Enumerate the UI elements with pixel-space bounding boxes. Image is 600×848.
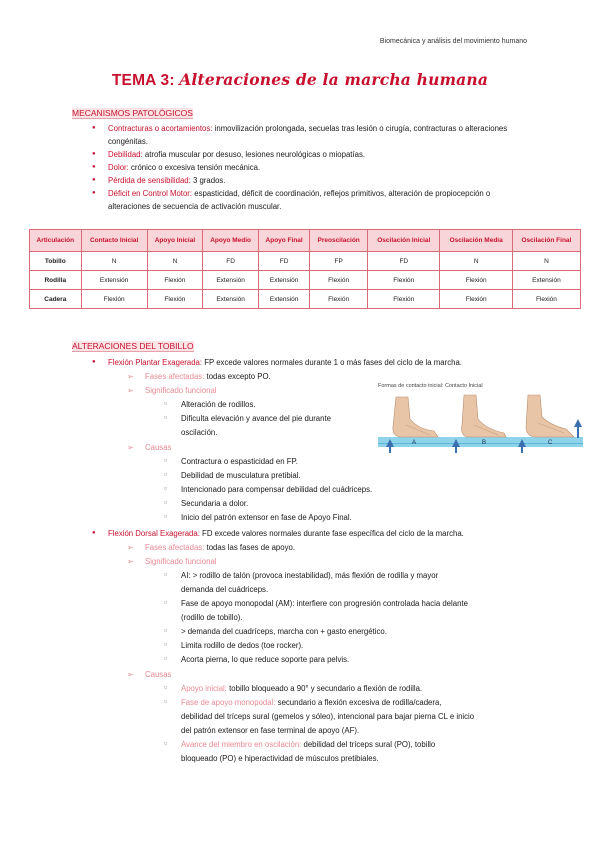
list-item: ● Contracturas o acortamientos: inmovilización prolongada, secuelas tras lesión o cirugía, contracturas o alteraciones congénitas. bbox=[92, 122, 532, 148]
list-item: ● Pérdida de sensibilidad: 3 grados. bbox=[92, 174, 532, 187]
table-header-cell: Contacto Inicial bbox=[81, 230, 147, 252]
table-header-cell: Apoyo Medio bbox=[203, 230, 259, 252]
foot-c bbox=[526, 395, 574, 437]
table-cell: FD bbox=[259, 252, 310, 271]
table-cell: Extensión bbox=[81, 271, 147, 290]
title-prefix: TEMA 3: bbox=[111, 72, 175, 89]
table-cell: N bbox=[512, 252, 580, 271]
list-item-fp: ● Flexión Plantar Exagerada: FP excede valores normales durante 1 o más fases del ciclo de la marcha. bbox=[108, 356, 548, 369]
list-item: ● Dolor: crónico o excesiva tensión mecánica. bbox=[92, 161, 532, 174]
list-item-fases: ➢ Fases afectadas: todas excepto PO. bbox=[145, 370, 271, 383]
figure-label-c: C bbox=[548, 440, 553, 446]
table-cell: Extensión bbox=[203, 290, 259, 309]
table-cell: Flexión bbox=[440, 271, 512, 290]
list-item: ▫ Fase de apoyo monopodal (AM): interfiere con progresión controlada hacia delante bbox=[181, 597, 468, 610]
table-row bbox=[30, 290, 581, 309]
table-cell: Tobillo bbox=[30, 252, 82, 271]
table-header-cell: Oscilación Media bbox=[440, 230, 512, 252]
list-item-causas: ➢ Causas bbox=[145, 668, 171, 681]
table-header-cell: Apoyo Inicial bbox=[147, 230, 202, 252]
table-cell: Flexión bbox=[512, 290, 580, 309]
list-item-continuation: bloqueado (PO) e hiperactividad de músculos pretibiales. bbox=[181, 754, 379, 763]
list-item-causas: ➢ Causas bbox=[145, 441, 171, 454]
list-item-fases: ➢ Fases afectadas: todas las fases de apoyo. bbox=[145, 541, 295, 554]
running-header: Biomecánica y análisis del movimiento humano bbox=[379, 38, 527, 45]
list-item-fd: ● Flexión Dorsal Exagerada: FD excede valores normales durante fase específica del ciclo de la marcha. bbox=[108, 527, 548, 540]
table-cell: Extensión bbox=[203, 271, 259, 290]
list-item: ▫ > demanda del cuadríceps, marcha con + gasto energético. bbox=[181, 625, 387, 638]
foot-illustration bbox=[378, 391, 583, 461]
table-cell: Flexión bbox=[440, 290, 512, 309]
list-item: ▫ Avance del miembro en oscilación: debilidad del tríceps sural (PO), tobillo bbox=[181, 738, 435, 751]
list-item-significado: ➢ Significado funcional bbox=[145, 384, 217, 397]
list-item: ▫ Fase de apoyo monopodal: secundario a flexión excesiva de rodilla/cadera, bbox=[181, 696, 442, 709]
list-item: ▫ Inicio del patrón extensor en fase de Apoyo Final. bbox=[181, 511, 352, 524]
section-heading-mecanismos: MECANISMOS PATOLÓGICOS bbox=[72, 108, 193, 118]
table-header-cell: Preoscilación bbox=[310, 230, 368, 252]
figure-caption: Formas de contacto inicial: Contacto Inicial bbox=[378, 383, 483, 389]
list-item-significado: ➢ Significado funcional bbox=[145, 555, 217, 568]
list-item-continuation: oscilación. bbox=[181, 428, 218, 437]
foot-b bbox=[462, 395, 507, 437]
table-header-cell: Oscilación Final bbox=[512, 230, 580, 252]
table-cell: N bbox=[81, 252, 147, 271]
table-row bbox=[30, 252, 581, 271]
figure-label-b: B bbox=[482, 440, 487, 446]
list-item: ▫ Contractura o espasticidad en FP. bbox=[181, 455, 298, 468]
joint-phase-table bbox=[29, 229, 581, 309]
table-cell: Flexión bbox=[310, 290, 368, 309]
title-text: Alteraciones de la marcha humana bbox=[179, 70, 489, 89]
table-cell: Flexión bbox=[147, 271, 202, 290]
table-cell: Flexión bbox=[368, 271, 440, 290]
table-cell: Flexión bbox=[368, 290, 440, 309]
list-item: ▫ Secundaria a dolor. bbox=[181, 497, 248, 510]
list-item: ▫ Debilidad de musculatura pretibial. bbox=[181, 469, 301, 482]
table-cell: FP bbox=[310, 252, 368, 271]
table-cell: Cadera bbox=[30, 290, 82, 309]
table-header-cell: Articulación bbox=[30, 230, 82, 252]
table-cell: Extensión bbox=[512, 271, 580, 290]
list-item-continuation: (rodillo de tobillo). bbox=[181, 613, 243, 622]
table-cell: Flexión bbox=[147, 290, 202, 309]
table-cell: FD bbox=[203, 252, 259, 271]
mecanismos-list bbox=[92, 122, 532, 213]
list-item: ▫ AI: > rodillo de talón (provoca inestabilidad), más flexión de rodilla y mayor bbox=[181, 569, 438, 582]
list-item: ▫ Dificulta elevación y avance del pie durante bbox=[181, 412, 331, 425]
table-header-cell: Apoyo Final bbox=[259, 230, 310, 252]
table-cell: Flexión bbox=[81, 290, 147, 309]
list-item: ▫ Acorta pierna, lo que reduce soporte para pelvis. bbox=[181, 653, 349, 666]
table-header-row bbox=[30, 230, 581, 252]
list-item-continuation: debilidad del tríceps sural (gemelos y sóleo), intencional para bajar pierna CL e inicio bbox=[181, 712, 475, 721]
table-cell: Extensión bbox=[259, 290, 310, 309]
table-row bbox=[30, 271, 581, 290]
list-item: ▫ Alteración de rodillos. bbox=[181, 398, 256, 411]
foot-contact-figure bbox=[378, 383, 583, 461]
page-title bbox=[0, 70, 600, 90]
figure-label-a: A bbox=[412, 440, 417, 446]
table-cell: Flexión bbox=[310, 271, 368, 290]
list-item: ▫ Limita rodillo de dedos (toe rocker). bbox=[181, 639, 303, 652]
list-item: ▫ Intencionado para compensar debilidad del cuádriceps. bbox=[181, 483, 372, 496]
list-item-continuation: demanda del cuádriceps. bbox=[181, 585, 269, 594]
section-heading-tobillo: ALTERACIONES DEL TOBILLO bbox=[72, 341, 194, 351]
list-item-continuation: del patrón extensor en fase terminal de apoyo (AF). bbox=[181, 726, 360, 735]
list-item: ▫ Apoyo inicial: tobillo bloqueado a 90° y secundario a flexión de rodilla. bbox=[181, 682, 422, 695]
table-cell: FD bbox=[368, 252, 440, 271]
table-header-cell: Oscilación Inicial bbox=[368, 230, 440, 252]
list-item: ● Debilidad: atrofia muscular por desuso, lesiones neurológicas o miopatías. bbox=[92, 148, 532, 161]
table-cell: Extensión bbox=[259, 271, 310, 290]
list-item: ● Déficit en Control Motor: espasticidad, déficit de coordinación, reflejos primitivos, alteración de propiocepción o alteraciones de secuencia de activación muscular. bbox=[92, 187, 532, 213]
foot-a bbox=[393, 397, 438, 437]
table-cell: N bbox=[440, 252, 512, 271]
table-cell: Rodilla bbox=[30, 271, 82, 290]
table-cell: N bbox=[147, 252, 202, 271]
